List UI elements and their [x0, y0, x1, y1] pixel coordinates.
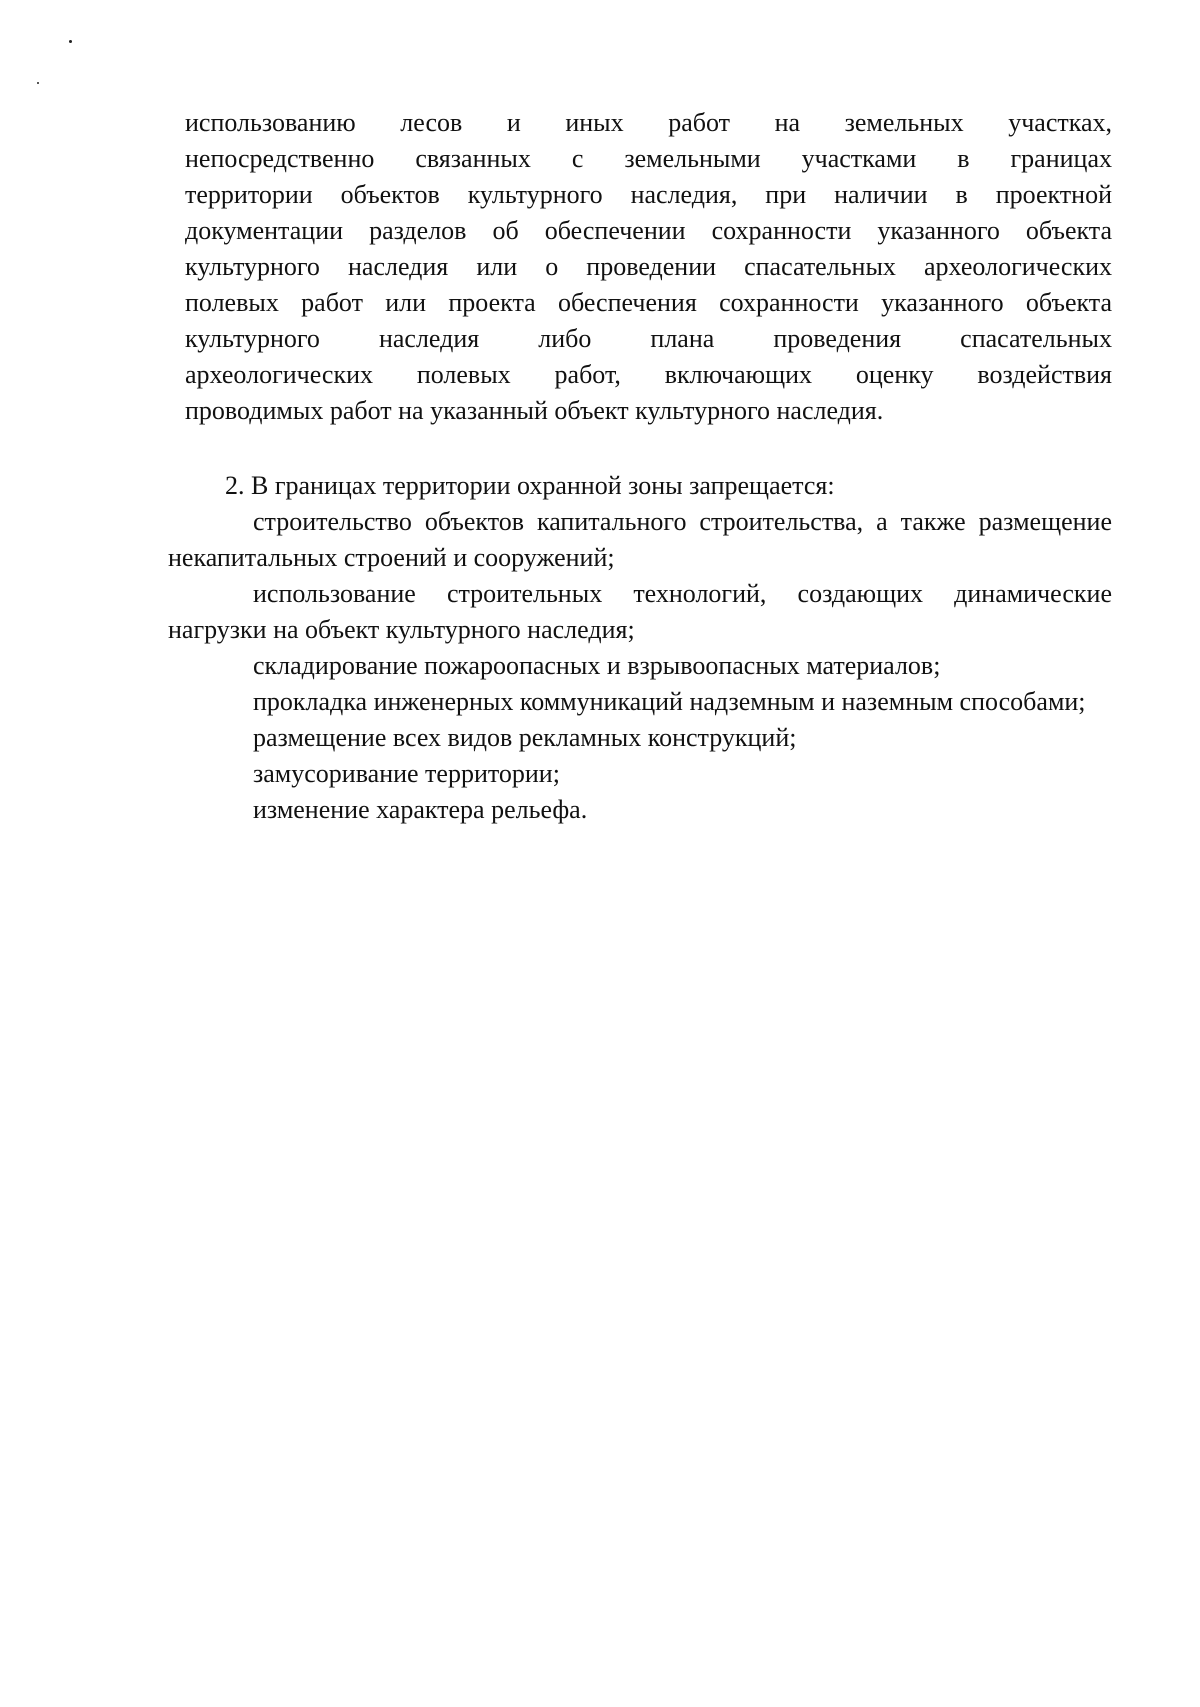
section-2 [168, 468, 1112, 828]
paragraph-line: археологических полевых работ, включающих оценку воздействия [185, 360, 1112, 389]
paragraph-line: культурного наследия либо плана проведения спасательных [185, 324, 1112, 353]
prohibition-item: размещение всех видов рекламных конструкций; [253, 723, 797, 752]
prohibition-item: изменение характера рельефа. [253, 795, 588, 824]
section-heading: 2. В границах территории охранной зоны запрещается: [225, 471, 835, 500]
paragraph-line: полевых работ или проекта обеспечения сохранности указанного объекта [185, 288, 1112, 317]
prohibition-item: строительство объектов капитального строительства, а также размещение некапитальных строений и сооружений; [168, 507, 1112, 572]
scan-speck [37, 82, 39, 84]
scan-speck [69, 40, 72, 43]
prohibition-item: прокладка инженерных коммуникаций надземным и наземным способами; [253, 687, 1086, 716]
paragraph-line: использованию лесов и иных работ на земельных участках, [185, 108, 1112, 137]
continued-paragraph [185, 105, 1112, 429]
paragraph-line: проводимых работ на указанный объект культурного наследия. [185, 396, 884, 425]
prohibition-item: использование строительных технологий, создающих динамические нагрузки на объект культурного наследия; [168, 579, 1112, 644]
paragraph-line: документации разделов об обеспечении сохранности указанного объекта [185, 216, 1112, 245]
paragraph-line: культурного наследия или о проведении спасательных археологических [185, 252, 1112, 281]
paragraph-line: непосредственно связанных с земельными участками в границах [185, 144, 1112, 173]
prohibition-item: складирование пожароопасных и взрывоопасных материалов; [253, 651, 941, 680]
prohibition-item: замусоривание территории; [253, 759, 560, 788]
paragraph-line: территории объектов культурного наследия, при наличии в проектной [185, 180, 1112, 209]
